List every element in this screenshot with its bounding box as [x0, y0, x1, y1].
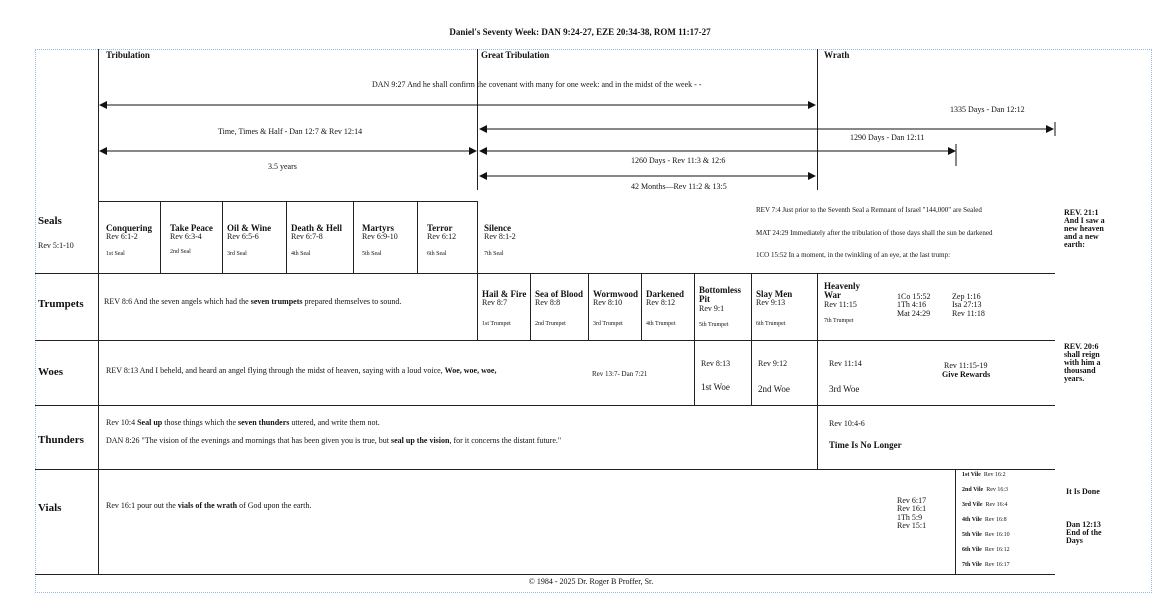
vials-text-pre: Rev 16:1 pour out the [106, 501, 178, 510]
trumpet-ref: Rev 8:8 [535, 298, 561, 308]
vial-item-3 [962, 502, 1010, 517]
trumpet-divider-6 [817, 273, 818, 340]
vials-text-bold: vials of the wrath [177, 501, 238, 510]
thunders-line-1 [106, 419, 380, 427]
seal-num: 6th Seal [427, 250, 447, 257]
woes-label: Woes [38, 366, 64, 378]
woe-1-ref: Rev 8:13 [701, 359, 731, 368]
thunder-divider [817, 405, 818, 469]
trumpet-name: Darkened [646, 289, 684, 299]
trumpets-bottom-rule [35, 340, 1055, 341]
vials-list [962, 472, 1010, 577]
trumpet-name: Wormwood [593, 289, 638, 299]
trumpet-1 [482, 290, 526, 327]
trumpet-num: 2nd Trumpet [535, 320, 566, 327]
trumpets-text [104, 298, 401, 306]
seal-divider-6 [477, 201, 478, 273]
trumpet-divider-4 [694, 273, 695, 340]
seal-num: 2nd Seal [170, 248, 191, 255]
seals-note-1co1552: 1CO 15:52 In a moment, in the twinkling of an eye, at the last trump: [756, 251, 951, 259]
thunders-l1-mid: those things which the [162, 418, 239, 427]
trumpet-ref: Rev 9:13 [756, 298, 786, 308]
vial-name: 4th Vile [962, 517, 982, 523]
vials-ref-3: 1Th 5:9 [897, 512, 923, 522]
trumpet-num: 4th Trumpet [646, 320, 676, 327]
vials-refs [897, 497, 926, 531]
trumpet-num: 3rd Trumpet [593, 320, 623, 327]
vials-ref-2: Rev 16:1 [897, 504, 927, 514]
vial-ref: Rev 16:8 [984, 517, 1007, 523]
vials-side-dan1213: Dan 12:13 End of the Days [1066, 520, 1102, 545]
seal-divider-1 [160, 201, 161, 273]
trumpets-ref-b2: Isa 27:13 [952, 300, 982, 310]
trumpet-7 [824, 282, 874, 325]
thunders-line-2 [106, 437, 561, 445]
vials-ref-1: Rev 6:17 [897, 496, 927, 505]
seal-name: Terror [427, 223, 453, 233]
vial-item-2 [962, 487, 1010, 502]
woes-text-pre: REV 8:13 And I beheld, and heard an angel flying through the midst of heaven, saying with a loud voice, [106, 366, 445, 375]
seals-bottom-rule [35, 273, 1055, 274]
trumpets-ref-a3: Mat 24:29 [897, 308, 931, 318]
trumpet-num: 6th Trumpet [756, 320, 786, 327]
vials-side-it-is-done: It Is Done [1066, 487, 1100, 496]
seal-name: Oil & Wine [227, 223, 272, 233]
vial-item-4 [962, 517, 1010, 532]
woe-2-ref: Rev 9:12 [758, 359, 788, 368]
trumpets-label: Trumpets [38, 298, 84, 310]
seals-side-rev211: REV. 21:1 And I saw a new heaven and a new earth: [1064, 208, 1105, 249]
trumpet-divider-1 [530, 273, 531, 340]
thunders-l1-b1: Seal up [137, 418, 163, 427]
trumpets-ref-b3: Rev 11:18 [952, 308, 985, 318]
seal-ref: Rev 6:5-6 [227, 232, 259, 242]
seal-num: 4th Seal [291, 250, 311, 257]
woes-text [106, 367, 496, 375]
woes-rewards-ref: Rev 11:15-19 [944, 361, 988, 370]
vial-ref: Rev 16:17 [984, 562, 1010, 568]
trumpets-text-bold: seven trumpets [250, 297, 303, 306]
thunders-ref: Rev 10:4-6 [829, 419, 865, 428]
timeline-three-half-years: 3.5 years [268, 162, 297, 171]
trumpet-divider-3 [641, 273, 642, 340]
vial-name: 5th Vile [962, 532, 982, 538]
timeline-1290-days: 1290 Days - Dan 12:11 [850, 133, 925, 142]
trumpet-4 [646, 290, 684, 327]
thunders-l2-post: , for it concerns the distant future." [449, 436, 562, 445]
seal-7 [484, 224, 516, 257]
trumpet-name: Heavenly War [824, 281, 860, 301]
seals-ref: Rev 5:1-10 [38, 241, 74, 250]
thunders-time-no-longer: Time Is No Longer [829, 440, 902, 450]
vial-ref: Rev 16:4 [985, 502, 1008, 508]
thunders-l1-post: uttered, and write them not. [289, 418, 380, 427]
trumpet-3 [593, 290, 638, 327]
seal-num: 3rd Seal [227, 250, 247, 257]
vial-ref: Rev 16:2 [983, 472, 1006, 478]
thunders-l2-bold: seal up the vision [391, 436, 450, 445]
trumpets-refs-b [952, 293, 985, 318]
seal-3 [227, 224, 271, 257]
thunders-label: Thunders [38, 434, 84, 446]
seal-6 [427, 224, 456, 257]
seal-ref: Rev 6:9-10 [362, 232, 398, 242]
seal-divider-2 [222, 201, 223, 273]
seal-num: 5th Seal [362, 250, 382, 257]
woes-bottom-rule [35, 405, 1055, 406]
trumpet-ref: Rev 9:1 [699, 303, 725, 313]
trumpet-name: Sea of Blood [535, 289, 584, 299]
seal-num: 1st Seal [106, 250, 125, 257]
trumpet-num: 7th Trumpet [824, 318, 854, 325]
seal-name: Silence [484, 223, 511, 233]
vial-item-5 [962, 532, 1010, 547]
seal-ref: Rev 8:1-2 [484, 232, 516, 242]
trumpet-divider-2 [588, 273, 589, 340]
woe-3: 3rd Woe [829, 384, 860, 394]
timeline-1335-days: 1335 Days - Dan 12:12 [950, 105, 1025, 114]
trumpet-ref: Rev 11:15 [824, 299, 857, 309]
trumpet-num: 5th Trumpet [699, 322, 729, 329]
vials-text-post: of God upon the earth. [237, 501, 312, 510]
trumpets-text-pre: REV 8:6 And the seven angels which had the [104, 297, 251, 306]
trumpet-divider-5 [751, 273, 752, 340]
seal-2 [170, 224, 213, 255]
period-tribulation: Tribulation [106, 50, 150, 60]
woe-1: 1st Woe [701, 382, 730, 392]
vials-bottom-rule [35, 574, 1055, 575]
woe-divider-2 [751, 340, 752, 405]
seals-label: Seals [38, 215, 62, 227]
woes-side-rev206: REV. 20:6 shall reign with him a thousand years. [1064, 342, 1101, 383]
trumpet-divider-0 [477, 273, 478, 340]
vial-item-7 [962, 562, 1010, 577]
vials-text [106, 502, 311, 510]
seal-ref: Rev 6:7-8 [291, 232, 323, 242]
seal-name: Martyrs [362, 223, 394, 233]
woes-rewards: Give Rewards [942, 370, 991, 379]
vials-ref-4: Rev 15:1 [897, 521, 927, 531]
seal-ref: Rev 6:1-2 [106, 232, 138, 242]
seal-ref: Rev 6:12 [427, 232, 457, 242]
seal-ref: Rev 6:3-4 [170, 232, 202, 242]
timeline-dan-927: DAN 9:27 And he shall confirm the covenant with many for one week: and in the midst of the week - - [372, 80, 702, 89]
trumpets-ref-b1: Zep 1:16 [952, 292, 981, 301]
seals-top-rule [98, 201, 478, 202]
woes-text-bold: Woe, woe, woe, [444, 366, 497, 375]
woe-2: 2nd Woe [758, 384, 790, 394]
thunders-l1-b2: seven thunders [238, 418, 290, 427]
woe-3-ref: Rev 11:14 [829, 359, 862, 368]
vial-item-6 [962, 547, 1010, 562]
seal-5 [362, 224, 398, 257]
vials-list-divider [955, 469, 956, 574]
chart-title: Daniel's Seventy Week: DAN 9:24-27, EZE 20:34-38, ROM 11:17-27 [449, 27, 711, 37]
seal-divider-4 [353, 201, 354, 273]
vial-name: 7th Vile [962, 562, 982, 568]
timeline-1260-days: 1260 Days - Rev 11:3 & 12:6 [631, 156, 726, 165]
vial-ref: Rev 16:3 [986, 487, 1009, 493]
vial-item-1 [962, 472, 1010, 487]
thunders-bottom-rule [35, 469, 1055, 470]
trumpet-ref: Rev 8:10 [593, 298, 623, 308]
period-wrath: Wrath [824, 50, 850, 60]
vial-ref: Rev 16:12 [984, 547, 1010, 553]
trumpet-ref: Rev 8:12 [646, 298, 676, 308]
vial-name: 2nd Vile [962, 487, 984, 493]
vial-ref: Rev 16:10 [984, 532, 1010, 538]
trumpet-2 [535, 290, 583, 327]
copyright-footer: © 1984 - 2025 Dr. Roger B Proffer, Sr. [528, 577, 654, 586]
trumpet-name: Hail & Fire [482, 289, 527, 299]
vial-name: 1st Vile [962, 472, 981, 478]
woe-divider-1 [694, 340, 695, 405]
seal-divider-5 [417, 201, 418, 273]
thunders-l1-pre: Rev 10:4 [106, 418, 138, 427]
trumpets-ref-a1: 1Co 15:52 [897, 292, 931, 301]
trumpets-ref-a2: 1Th 4:16 [897, 300, 927, 310]
seals-note-rev74: REV 7:4 Just prior to the Seventh Seal a Remnant of Israel "144,000" are Sealed [756, 206, 982, 214]
seal-divider-3 [286, 201, 287, 273]
period-great-tribulation: Great Tribulation [481, 50, 550, 60]
trumpet-name: Slay Men [756, 289, 793, 299]
seal-name: Take Peace [170, 223, 213, 233]
thunders-l2-pre: DAN 8:26 "The vision of the evenings and mornings that has been given you is true, but [106, 436, 391, 445]
trumpets-text-post: prepared themselves to sound. [302, 297, 402, 306]
trumpet-5 [699, 286, 749, 329]
timeline-42-months: 42 Months—Rev 11:2 & 13:5 [631, 182, 727, 191]
vial-name: 3rd Vile [962, 502, 983, 508]
trumpet-num: 1st Trumpet [482, 320, 511, 327]
seal-num: 7th Seal [484, 250, 504, 257]
seal-name: Death & Hell [291, 223, 342, 233]
seals-note-mat2429: MAT 24:29 Immediately after the tribulation of those days shall the sun be darkened [756, 229, 993, 237]
trumpets-refs-a [897, 293, 931, 318]
seal-1 [106, 224, 152, 257]
woes-mid-ref: Rev 13:7- Dan 7:21 [592, 370, 648, 378]
vial-name: 6th Vile [962, 547, 982, 553]
vials-label: Vials [38, 502, 62, 514]
seal-4 [291, 224, 342, 257]
trumpet-ref: Rev 8:7 [482, 298, 508, 308]
seal-name: Conquering [106, 223, 153, 233]
trumpet-name: Bottomless Pit [699, 285, 741, 305]
trumpet-6 [756, 290, 792, 327]
woe-divider-3 [817, 340, 818, 405]
timeline-time-times-half: Time, Times & Half - Dan 12:7 & Rev 12:14 [218, 127, 363, 136]
